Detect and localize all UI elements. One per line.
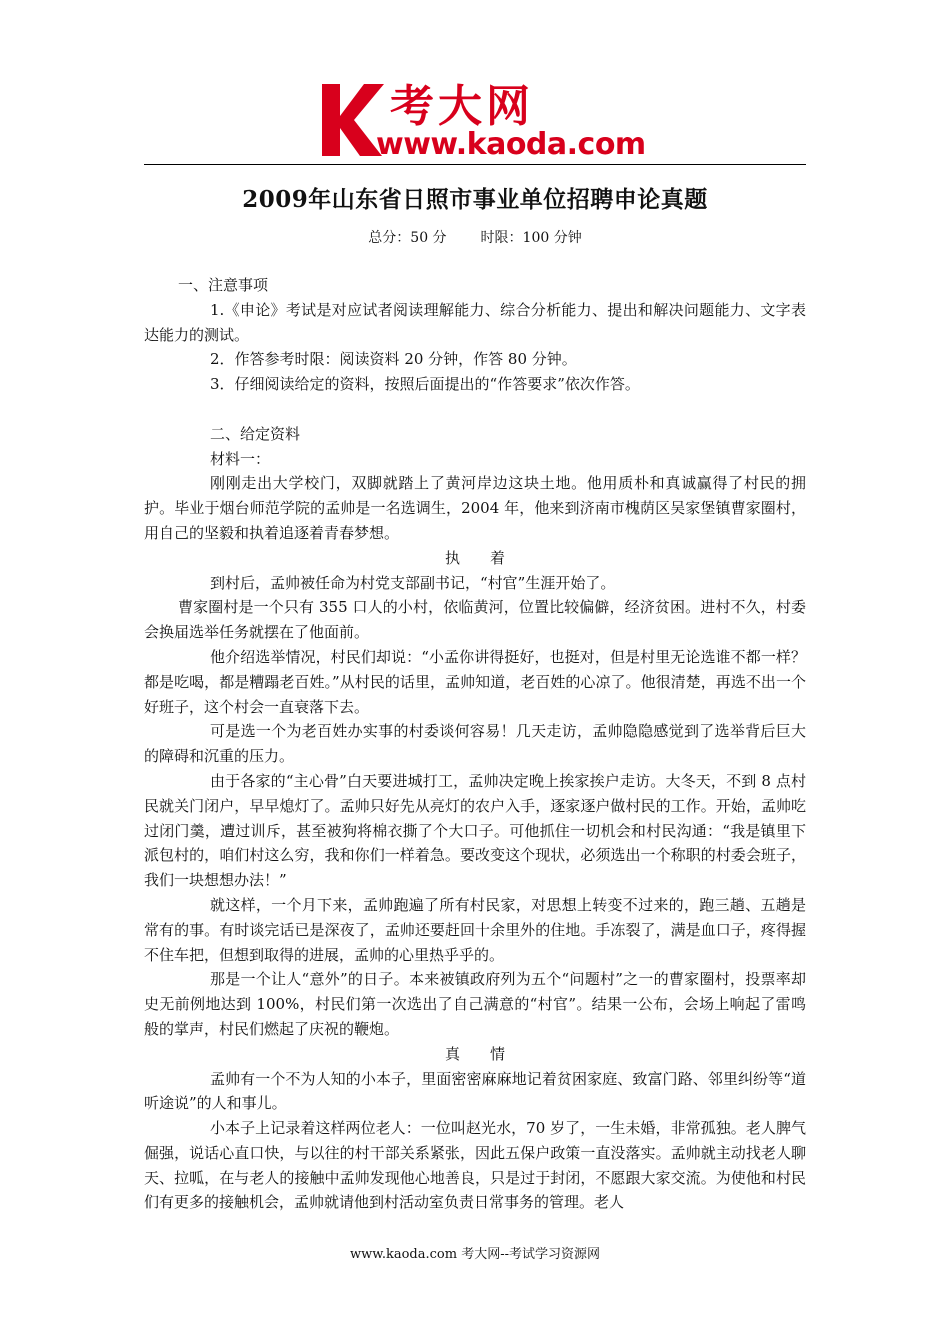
section1-item-3: 3．仔细阅读给定的资料，按照后面提出的“作答要求”依次作答。	[210, 375, 640, 394]
page-title: 2009年山东省日照市事业单位招聘申论真题	[242, 186, 708, 213]
paragraph: 刚刚走出大学校门，双脚就踏上了黄河岸边这块土地。他用质朴和真诚赢得了村民的拥护。毕业于烟台师范学院的孟帅是一名选调生，2004 年，他来到济南市槐荫区吴家堡镇曹家圈村，用自己的坚毅和执着追逐着青春梦想。	[144, 474, 806, 542]
subheading-zhizhuo: 执 着	[444, 548, 505, 567]
document-body	[144, 273, 806, 1215]
subheading-zhenqing: 真 情	[444, 1044, 505, 1063]
paragraph: 孟帅有一个不为人知的小本子，里面密密麻麻地记着贫困家庭、致富门路、邻里纠纷等“道听途说”的人和事儿。	[144, 1069, 806, 1113]
paragraph: 就这样，一个月下来，孟帅跑遍了所有村民家，对思想上转变不过来的，跑三趟、五趟是常有的事。有时谈完话已是深夜了，孟帅还要赶回十余里外的住地。手冻裂了，满是血口子，疼得握不住车把，但想到取得的进展，孟帅的心里热乎乎的。	[144, 895, 806, 964]
exam-meta	[0, 228, 950, 248]
total-score: 总分：50 分	[368, 230, 447, 246]
time-limit: 时限：100 分钟	[480, 230, 582, 246]
logo-url: www.kaoda.com	[376, 127, 646, 162]
paragraph: 到村后，孟帅被任命为村党支部副书记，“村官”生涯开始了。	[210, 573, 616, 592]
paragraph: 小本子上记录着这样两位老人：一位叫赵光水，70 岁了，一生未婚，非常孤独。老人脾气倔强，说话心直口快，与以往的村干部关系紧张，因此五保户政策一直没落实。孟帅就主动找老人聊天、拉呱，在与老人的接触中孟帅发现他心地善良，只是过于封闭，不愿跟大家交流。为使他和村民们有更多的接触机会，孟帅就请他到村活动室负责日常事务的管理。老人	[144, 1119, 806, 1212]
section1-item-1: 1.《申论》考试是对应试者阅读理解能力、综合分析能力、提出和解决问题能力、文字表达能力的测试。	[144, 300, 806, 344]
paragraph: 由于各家的“主心骨”白天要进城打工，孟帅决定晚上挨家挨户走访。大冬天，不到 8 点村民就关门闭户，早早熄灯了。孟帅只好先从亮灯的农户入手，逐家逐户做村民的工作。开始，孟帅吃过闭门羹，遭过训斥，甚至被狗将棉衣撕了个大口子。可他抓住一切机会和村民沟通：“我是镇里下派包村的，咱们村这么穷，我和你们一样着急。要改变这个现状，必须选出一个称职的村委会班子，我们一块想想办法！”	[144, 771, 806, 890]
section2-heading: 二、给定资料	[210, 424, 301, 443]
paragraph: 曹家圈村是一个只有 355 口人的小村，依临黄河，位置比较偏僻，经济贫困。进村不久，村委会换届选举任务就摆在了他面前。	[144, 598, 806, 642]
material-label: 材料一：	[210, 449, 271, 468]
paragraph: 他介绍选举情况，村民们却说：“小孟你讲得挺好，也挺对，但是村里无论选谁不都一样？都是吃喝，都是糟蹋老百姓。”从村民的话里，孟帅知道，老百姓的心凉了。他很清楚，再选不出一个好班子，这个村会一直衰落下去。	[144, 647, 806, 716]
section1-heading: 一、注意事项	[178, 276, 269, 294]
paragraph: 可是选一个为老百姓办实事的村委谈何容易！几天走访，孟帅隐隐感觉到了选举背后巨大的障碍和沉重的压力。	[144, 722, 806, 766]
kaoda-logo	[318, 80, 648, 160]
paragraph: 那是一个让人“意外”的日子。本来被镇政府列为五个“问题村”之一的曹家圈村，投票率却史无前例地达到 100%，村民们第一次选出了自己满意的“村官”。结果一公布，会场上响起了雷鸣般的掌声，村民们燃起了庆祝的鞭炮。	[144, 970, 806, 1038]
logo-chinese-name: 考大网	[390, 81, 534, 132]
header-divider	[144, 164, 806, 165]
section1-item-2: 2．作答参考时限：阅读资料 20 分钟，作答 80 分钟。	[210, 350, 577, 369]
page-footer: www.kaoda.com 考大网--考试学习资源网	[350, 1247, 600, 1262]
